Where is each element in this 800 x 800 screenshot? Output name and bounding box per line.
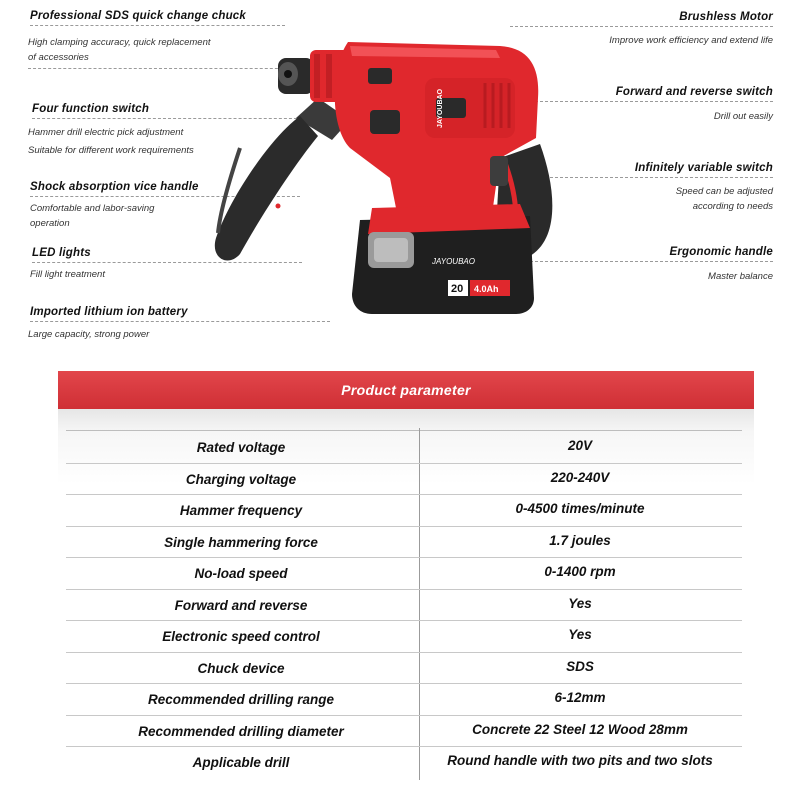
feature-desc: Improve work efficiency and extend life xyxy=(609,35,773,46)
hammer-drill-image xyxy=(200,28,570,328)
feature-title: LED lights xyxy=(32,247,91,259)
param-label: Single hammering force xyxy=(164,534,318,550)
param-value: 20V xyxy=(567,438,593,453)
body-brand: JAYOUBAO xyxy=(437,88,444,128)
battery-voltage: 20 xyxy=(451,283,464,295)
params-table xyxy=(66,432,742,778)
feature-title: Ergonomic handle xyxy=(669,246,773,258)
param-value: Yes xyxy=(568,627,592,642)
param-value: 0-1400 rpm xyxy=(544,564,616,579)
param-label: Applicable drill xyxy=(192,755,290,770)
battery-brand: JAYOUBAO xyxy=(432,257,475,266)
param-label: Electronic speed control xyxy=(162,629,320,644)
feature-title: Brushless Motor xyxy=(679,11,773,23)
feature-title: Shock absorption vice handle xyxy=(30,181,199,193)
param-value: 1.7 joules xyxy=(549,532,611,548)
table-row xyxy=(66,716,742,748)
table-row xyxy=(66,495,742,527)
table-row xyxy=(66,684,742,716)
table-row xyxy=(66,621,742,653)
param-label: Recommended drilling range xyxy=(147,692,335,707)
table-row xyxy=(66,653,742,685)
param-label: Chuck device xyxy=(197,660,285,676)
feature-title: Forward and reverse switch xyxy=(615,86,773,98)
feature-desc: Drill out easily xyxy=(713,111,773,122)
feature-desc: Hammer drill electric pick adjustment xyxy=(28,127,184,138)
feature-desc: of accessories xyxy=(28,52,89,63)
table-row xyxy=(66,464,742,496)
param-label: Rated voltage xyxy=(196,440,286,455)
feature-desc: Large capacity, strong power xyxy=(28,329,150,340)
param-value: 0-4500 times/minute xyxy=(515,501,645,516)
leader-line xyxy=(510,26,773,27)
feature-desc: operation xyxy=(30,218,70,229)
param-value: Yes xyxy=(568,595,592,611)
table-row xyxy=(66,590,742,622)
feature-title: Four function switch xyxy=(32,103,150,115)
table-row xyxy=(66,558,742,590)
table-row xyxy=(66,747,742,778)
side-handle xyxy=(215,98,350,261)
table-row xyxy=(66,432,742,464)
param-value: Round handle with two pits and two slots xyxy=(447,753,713,768)
feature-desc: Master balance xyxy=(708,271,773,282)
battery-capacity: 4.0Ah xyxy=(474,284,499,294)
param-label: Charging voltage xyxy=(185,471,297,487)
params-title: Product parameter xyxy=(58,371,754,409)
feature-title: Infinitely variable switch xyxy=(634,162,773,174)
table-row xyxy=(66,527,742,559)
param-value: SDS xyxy=(566,658,594,674)
param-label: Recommended drilling diameter xyxy=(138,723,344,739)
feature-desc: Suitable for different work requirements xyxy=(28,145,194,156)
feature-desc: Speed can be adjusted xyxy=(675,186,773,197)
feature-desc: according to needs xyxy=(692,201,773,212)
param-value: 220-240V xyxy=(550,469,610,485)
battery-pack xyxy=(352,204,534,314)
param-value: Concrete 22 Steel 12 Wood 28mm xyxy=(472,721,688,737)
feature-desc: High clamping accuracy, quick replacement xyxy=(28,37,211,48)
param-label: Forward and reverse xyxy=(174,597,308,613)
table-top-border xyxy=(66,430,742,431)
param-label: No-load speed xyxy=(194,566,288,581)
feature-title: Professional SDS quick change chuck xyxy=(30,10,246,22)
param-value: 6-12mm xyxy=(554,690,606,705)
param-label: Hammer frequency xyxy=(179,503,303,518)
leader-line xyxy=(30,25,285,26)
feature-desc: Fill light treatment xyxy=(30,269,105,280)
feature-sds-chuck xyxy=(30,10,290,26)
feature-title: Imported lithium ion battery xyxy=(30,306,188,318)
feature-desc: Comfortable and labor-saving xyxy=(30,203,155,214)
